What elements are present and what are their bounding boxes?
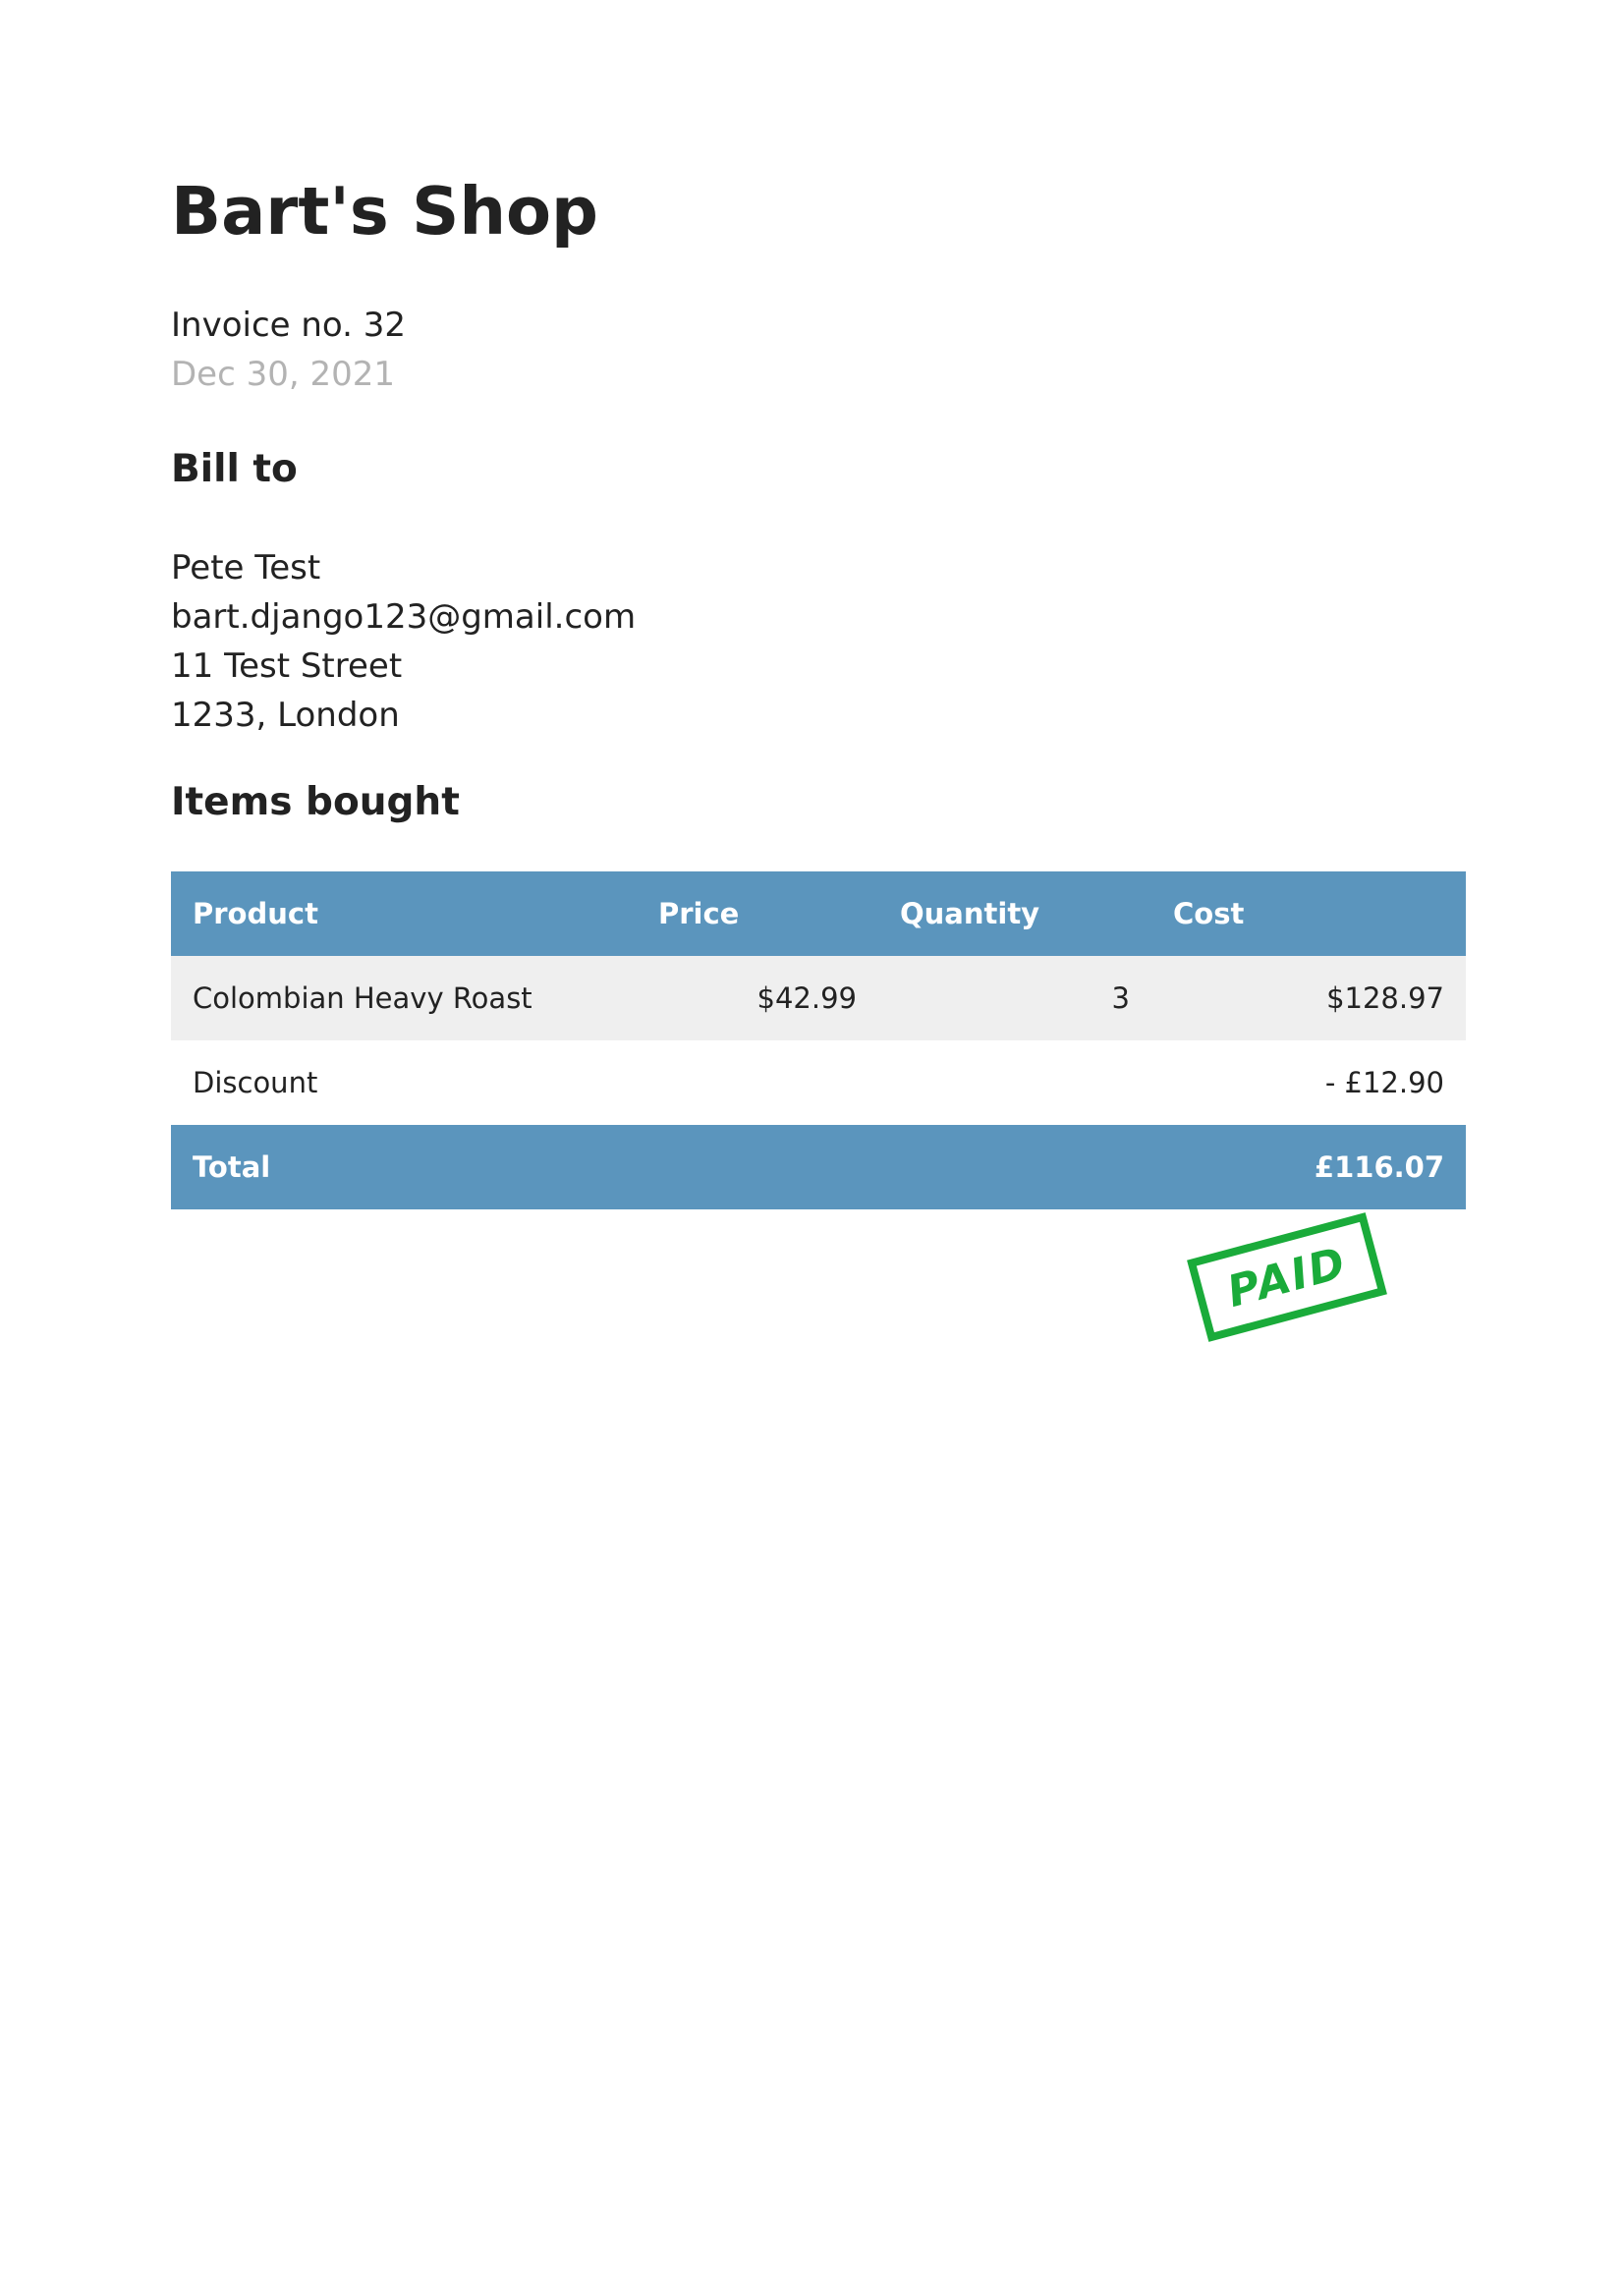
column-header-product: Product: [193, 897, 318, 930]
discount-amount: - £12.90: [1324, 1066, 1444, 1099]
customer-street: 11 Test Street: [171, 646, 403, 686]
total-label: Total: [193, 1150, 271, 1184]
items-table: [171, 871, 1466, 1209]
discount-label: Discount: [193, 1066, 318, 1099]
table-row: [171, 956, 1466, 1040]
quantity-cell: 3: [1111, 981, 1130, 1015]
customer-name: Pete Test: [171, 548, 321, 588]
column-header-cost: Cost: [1173, 897, 1245, 930]
discount-row: [171, 1040, 1466, 1125]
column-header-quantity: Quantity: [900, 897, 1040, 930]
column-header-price: Price: [658, 897, 740, 930]
customer-city: 1233, London: [171, 696, 400, 735]
cost-cell: $128.97: [1326, 981, 1444, 1015]
paid-stamp: PAID: [1187, 1212, 1387, 1342]
customer-email: bart.django123@gmail.com: [171, 597, 637, 637]
bill-to-address: [171, 543, 636, 740]
price-cell: $42.99: [756, 981, 857, 1015]
items-bought-heading: Items bought: [171, 780, 460, 824]
total-row: [171, 1125, 1466, 1209]
product-name-cell: Colombian Heavy Roast: [193, 981, 532, 1015]
invoice-number: Invoice no. 32: [171, 306, 406, 345]
shop-title: Bart's Shop: [171, 173, 599, 250]
invoice-date: Dec 30, 2021: [171, 355, 396, 394]
bill-to-heading: Bill to: [171, 447, 298, 491]
table-header-row: [171, 871, 1466, 956]
total-amount: £116.07: [1314, 1150, 1444, 1184]
